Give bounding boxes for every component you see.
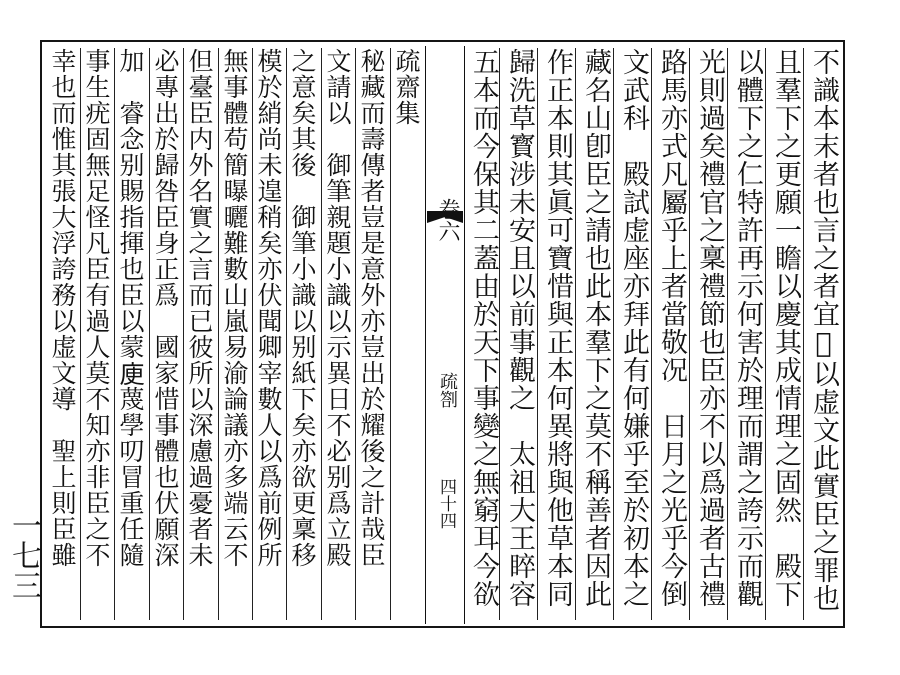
text-column-7: 藏名山卽臣之請也此本羣下之莫不稱善者因此 — [580, 48, 611, 608]
column-rule — [80, 48, 81, 620]
text-column-16: 但臺臣内外名實之言而已彼所以深慮過憂者未 — [185, 48, 214, 568]
column-rule — [613, 48, 614, 620]
section-label: 疏劄 — [437, 372, 458, 408]
text-column-13: 之意矣其後 御筆小識以别紙下矣亦欲更稟移 — [288, 48, 317, 568]
column-rule — [252, 48, 253, 620]
column-rule — [183, 48, 184, 620]
text-column-4: 光則過矣禮官之稟禮節也臣亦不以爲過者古禮 — [694, 48, 725, 608]
column-rule — [355, 48, 356, 620]
folio-number: 一七三 — [6, 510, 41, 600]
text-column-1: 不識本末者也言之者宜𣈆以虚文此實臣之罪也 — [808, 48, 839, 612]
column-rule — [651, 48, 652, 620]
column-rule — [537, 48, 538, 620]
column-rule — [218, 48, 219, 620]
text-column-15: 無事體苟簡曝曬難數山嵐易渝論議亦多端云不 — [220, 48, 249, 568]
column-rule — [114, 48, 115, 620]
text-column-3: 以體下之仁特許再示何害於理而謂之誇示而觀 — [732, 48, 763, 608]
column-rule — [321, 48, 322, 620]
text-column-14: 模於綃尚未遑稍矣亦伏聞卿宰數人以爲前例所 — [254, 48, 283, 568]
column-rule — [803, 48, 804, 620]
column-rule — [727, 48, 728, 620]
column-rule — [149, 48, 150, 620]
column-rule — [286, 48, 287, 620]
column-rule — [765, 48, 766, 620]
text-column-10: 五本而今保其二蓋由於天下事變之無窮耳今欲 — [468, 48, 499, 608]
page-number-label: 四十四 — [436, 478, 456, 529]
text-column-6: 文武科 殿試虚座亦拜此有何嫌乎至於初本之 — [618, 48, 649, 608]
text-column-12: 文請以 御筆親題小識以示異日不必别爲立殿 — [323, 48, 352, 568]
center-fold-band — [425, 46, 465, 624]
text-column-20: 幸也而惟其張大浮誇務以虚文導 聖上則臣雖 — [48, 48, 77, 568]
column-rule — [575, 48, 576, 620]
column-rule — [689, 48, 690, 620]
text-column-17: 必專出於歸咎臣身正爲 國家惜事體也伏願深 — [151, 48, 180, 568]
text-column-5: 路馬亦式凡屬乎上者當敬况 日月之光乎今倒 — [656, 48, 687, 608]
text-column-9: 歸洗草寳涉未安且以前事觀之 太祖大王睟容 — [504, 48, 535, 608]
text-column-18: 加 睿念别賜指揮也臣以蒙𢈔蔑學叨冒重任隨 — [116, 48, 145, 568]
juan-label: 卷六 — [435, 198, 460, 242]
text-column-8: 作正本則其眞可寶惜與正本何異將與他草本同 — [542, 48, 573, 608]
text-column-19: 事生疣固無足怪凡臣有過人莫不知亦非臣之不 — [82, 48, 111, 568]
column-rule — [390, 48, 391, 620]
text-column-11: 秘藏而壽傳者豈是意外亦豈出於耀後之計哉臣 — [357, 48, 386, 568]
book-title: 疏齋集 — [392, 48, 421, 126]
text-column-2: 且羣下之更願一瞻以慶其成情理之固然 殿下 — [770, 48, 801, 608]
